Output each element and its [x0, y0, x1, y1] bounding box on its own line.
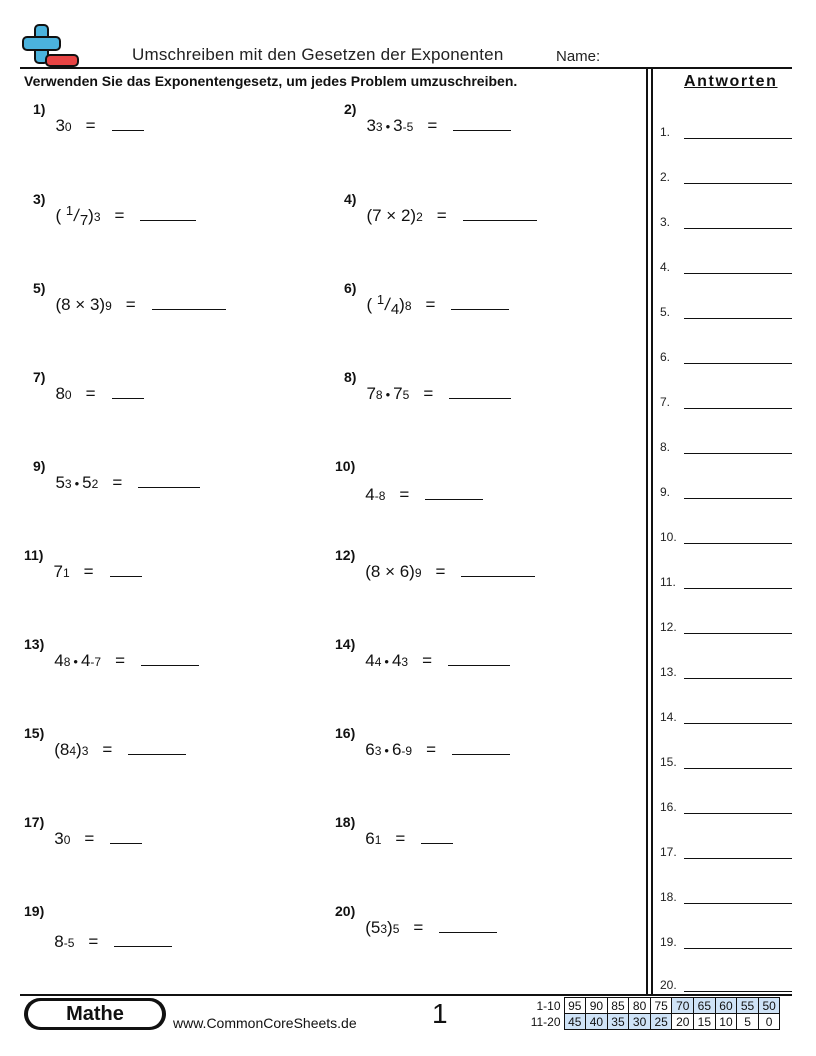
- answer-number: 2.: [660, 170, 671, 184]
- answer-blank[interactable]: [453, 113, 511, 131]
- problem-number: 15): [24, 725, 45, 741]
- answer-blank[interactable]: [110, 826, 142, 844]
- answer-number: 12.: [660, 620, 677, 634]
- answer-line[interactable]: [660, 800, 792, 814]
- answer-line[interactable]: [660, 530, 792, 544]
- problem-number: 13): [24, 636, 45, 652]
- problem-expression: 4 8 • 4 -7 =: [54, 644, 199, 671]
- answer-line[interactable]: [660, 170, 792, 184]
- answer-blank[interactable]: [449, 381, 511, 399]
- score-cell: 75: [650, 998, 672, 1014]
- problem-expression: 5 3 • 5 2 =: [55, 466, 200, 493]
- answer-line[interactable]: [660, 890, 792, 904]
- problem: [344, 371, 511, 404]
- answer-blank[interactable]: [451, 292, 509, 310]
- problem-number: 5): [33, 280, 46, 296]
- site-url: www.CommonCoreSheets.de: [173, 1015, 357, 1031]
- score-cell: 70: [672, 998, 694, 1014]
- problem: [24, 727, 186, 760]
- answer-number: 1.: [660, 125, 671, 139]
- score-cell: 5: [737, 1014, 759, 1030]
- problem-number: 8): [344, 369, 357, 385]
- problem-number: 7): [33, 369, 46, 385]
- answer-blank[interactable]: [114, 929, 172, 947]
- column-divider: [651, 67, 653, 996]
- problem-number: 14): [335, 636, 356, 652]
- answer-blank[interactable]: [140, 203, 196, 221]
- answer-line[interactable]: [660, 575, 792, 589]
- problem-expression: 6 1 =: [365, 822, 453, 849]
- score-table: [528, 997, 780, 1030]
- score-cell: 80: [629, 998, 651, 1014]
- problem-number: 3): [33, 191, 46, 207]
- score-cell: 60: [715, 998, 737, 1014]
- problem-number: 1): [33, 101, 46, 117]
- problem: [33, 371, 144, 404]
- answer-number: 17.: [660, 845, 677, 859]
- problem: [24, 638, 199, 671]
- answer-blank[interactable]: [112, 113, 144, 131]
- problem: [335, 638, 510, 671]
- score-cell: 65: [694, 998, 716, 1014]
- problem-expression: (8 4 ) 3 =: [54, 733, 186, 760]
- answer-line[interactable]: [660, 395, 792, 409]
- answer-line[interactable]: [660, 440, 792, 454]
- score-cell: 40: [586, 1014, 608, 1030]
- page-number: 1: [432, 998, 448, 1029]
- problem-number: 9): [33, 458, 46, 474]
- answer-blank[interactable]: [448, 648, 510, 666]
- answer-line[interactable]: [660, 260, 792, 274]
- answer-blank[interactable]: [461, 559, 535, 577]
- problem-number: 11): [24, 547, 44, 563]
- answer-line[interactable]: [660, 305, 792, 319]
- problem: [335, 460, 483, 505]
- instructions: Verwenden Sie das Exponentengesetz, um jedes Problem umzuschreiben.: [24, 73, 518, 89]
- problem-expression: (7 × 2) 2 =: [366, 199, 536, 226]
- problem-expression: 7 1 =: [53, 555, 141, 582]
- score-cell: 25: [650, 1014, 672, 1030]
- problem-expression: 4 4 • 4 3 =: [365, 644, 510, 671]
- answer-number: 14.: [660, 710, 677, 724]
- problem-number: 2): [344, 101, 357, 117]
- problem: [33, 191, 196, 229]
- problem: [344, 103, 511, 136]
- problem: [335, 727, 510, 760]
- problem: [33, 103, 144, 136]
- problem-expression: 8 -5 =: [54, 915, 172, 952]
- answer-line[interactable]: [660, 755, 792, 769]
- subject-badge: Mathe: [28, 1001, 162, 1027]
- score-cell: 0: [758, 1014, 780, 1030]
- problem: [24, 549, 142, 582]
- column-divider: [646, 67, 648, 996]
- score-cell: 95: [564, 998, 586, 1014]
- answer-blank[interactable]: [141, 648, 199, 666]
- problem-expression: (8 × 6) 9 =: [365, 555, 535, 582]
- answer-blank[interactable]: [463, 203, 537, 221]
- answer-blank[interactable]: [439, 915, 497, 933]
- problem-number: 10): [335, 458, 356, 474]
- problem-number: 12): [335, 547, 356, 563]
- score-row-label: 1-10: [536, 998, 561, 1013]
- score-row: [528, 998, 780, 1014]
- footer-divider: [20, 994, 792, 996]
- worksheet-title: Umschreiben mit den Gesetzen der Exponenten: [132, 45, 504, 64]
- problem: [344, 193, 537, 226]
- score-cell: 20: [672, 1014, 694, 1030]
- answer-number: 9.: [660, 485, 671, 499]
- answer-number: 15.: [660, 755, 677, 769]
- problem-number: 4): [344, 191, 357, 207]
- score-row-label: 11-20: [530, 1014, 561, 1029]
- answer-line[interactable]: [660, 485, 792, 499]
- answer-number: 16.: [660, 800, 677, 814]
- answer-blank[interactable]: [452, 737, 510, 755]
- answer-number: 19.: [660, 935, 677, 949]
- answers-title: Antworten: [684, 73, 778, 90]
- problem-number: 17): [24, 814, 45, 830]
- answer-number: 13.: [660, 665, 677, 679]
- answer-blank[interactable]: [112, 381, 144, 399]
- answer-line[interactable]: [660, 710, 792, 724]
- score-cell: 55: [737, 998, 759, 1014]
- plus-minus-logo-icon: [22, 24, 80, 68]
- answer-number: 10.: [660, 530, 677, 544]
- problem: [344, 280, 509, 318]
- answer-number: 4.: [660, 260, 671, 274]
- problem-number: 18): [335, 814, 356, 830]
- answer-blank[interactable]: [128, 737, 186, 755]
- problem-expression: 3 0 =: [54, 822, 142, 849]
- answer-number: 5.: [660, 305, 671, 319]
- score-cell: 50: [758, 998, 780, 1014]
- answer-number: 7.: [660, 395, 671, 409]
- score-cell: 85: [607, 998, 629, 1014]
- answer-line[interactable]: [660, 620, 792, 634]
- score-cell: 45: [564, 1014, 586, 1030]
- answer-number: 8.: [660, 440, 671, 454]
- name-label: Name:: [556, 48, 601, 65]
- answer-line[interactable]: [660, 845, 792, 859]
- answer-line[interactable]: [660, 978, 792, 992]
- problem: [335, 816, 453, 849]
- problem: [24, 816, 142, 849]
- answer-blank[interactable]: [152, 292, 226, 310]
- problem-expression: 4 -8 =: [365, 470, 483, 505]
- problem-expression: ( 1 / 4 ) 8 =: [366, 288, 509, 315]
- problem-number: 20): [335, 903, 356, 919]
- answer-line[interactable]: [660, 125, 792, 139]
- header-divider: [20, 67, 792, 69]
- answer-line[interactable]: [660, 215, 792, 229]
- problem-number: 19): [24, 903, 45, 919]
- problem-expression: 7 8 • 7 5 =: [366, 377, 511, 404]
- score-cell: 35: [607, 1014, 629, 1030]
- problem-expression: 3 0 =: [55, 109, 143, 136]
- problem-expression: 8 0 =: [55, 377, 143, 404]
- answer-number: 6.: [660, 350, 671, 364]
- answer-number: 11.: [660, 575, 676, 589]
- problem: [33, 282, 226, 315]
- answer-blank[interactable]: [421, 826, 453, 844]
- answer-number: 3.: [660, 215, 671, 229]
- problem-expression: 6 3 • 6 -9 =: [365, 733, 510, 760]
- problem-number: 6): [344, 280, 357, 296]
- problem: [335, 549, 535, 582]
- problem: [24, 905, 172, 952]
- problem: [33, 460, 200, 493]
- answer-line[interactable]: [660, 665, 792, 679]
- problem-expression: ( 1 / 7 ) 3 =: [55, 199, 196, 226]
- score-cell: 10: [715, 1014, 737, 1030]
- score-row: [528, 1014, 780, 1030]
- problem-number: 16): [335, 725, 356, 741]
- score-cell: 30: [629, 1014, 651, 1030]
- problem: [335, 905, 497, 938]
- score-cell: 90: [586, 998, 608, 1014]
- problem-expression: (8 × 3) 9 =: [55, 288, 225, 315]
- answer-number: 20.: [660, 978, 677, 992]
- answer-blank[interactable]: [138, 470, 200, 488]
- answer-blank[interactable]: [110, 559, 142, 577]
- problem-expression: 3 3 • 3 -5 =: [366, 109, 511, 136]
- score-cell: 15: [694, 1014, 716, 1030]
- problem-expression: (5 3 ) 5 =: [365, 911, 497, 938]
- answer-number: 18.: [660, 890, 677, 904]
- answer-line[interactable]: [660, 935, 792, 949]
- answer-line[interactable]: [660, 350, 792, 364]
- answer-blank[interactable]: [425, 482, 483, 500]
